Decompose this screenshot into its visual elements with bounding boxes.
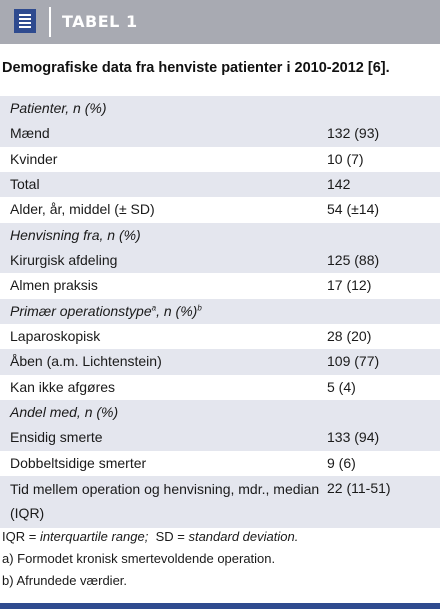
bottom-rule bbox=[0, 603, 440, 609]
row-value: 5 (4) bbox=[327, 378, 356, 395]
table-row bbox=[0, 96, 440, 121]
table-row bbox=[0, 147, 440, 172]
table-title: TABEL 1 bbox=[62, 12, 138, 31]
row-label: Kan ikke afgøres bbox=[10, 378, 116, 395]
row-label bbox=[10, 477, 319, 525]
header-divider bbox=[49, 7, 51, 37]
row-value: 133 (94) bbox=[327, 429, 380, 446]
table-row bbox=[0, 172, 440, 197]
table-row bbox=[0, 121, 440, 146]
table-document-icon bbox=[14, 9, 36, 33]
row-label-line1: Tid mellem operation og henvisning, mdr., median bbox=[10, 481, 320, 498]
row-label: Almen praksis bbox=[10, 277, 98, 294]
table-row bbox=[0, 248, 440, 273]
table-row bbox=[0, 324, 440, 349]
table-row bbox=[0, 476, 440, 528]
table-row bbox=[0, 197, 440, 222]
row-label: Andel med, n (%) bbox=[10, 404, 119, 421]
row-label: Åben (a.m. Lichtenstein) bbox=[10, 353, 162, 370]
table-row bbox=[0, 400, 440, 425]
row-value: 109 (77) bbox=[327, 353, 380, 370]
row-label bbox=[10, 299, 202, 324]
row-value: 22 (11-51) bbox=[327, 480, 391, 497]
sd-abbr: SD = bbox=[155, 529, 189, 544]
footnote-marker-b: b bbox=[197, 303, 202, 313]
table-row bbox=[0, 425, 440, 450]
sd-text: standard deviation. bbox=[188, 529, 299, 544]
row-label: Ensidig smerte bbox=[10, 429, 103, 446]
iqr-abbr: IQR = bbox=[2, 529, 40, 544]
row-label: Kvinder bbox=[10, 150, 58, 167]
row-label-main: Primær operationstype bbox=[10, 302, 152, 319]
row-value: 17 (12) bbox=[327, 277, 372, 294]
row-label: Laparoskopisk bbox=[10, 328, 101, 345]
table-row bbox=[0, 223, 440, 248]
row-value: 28 (20) bbox=[327, 328, 372, 345]
row-value: 9 (6) bbox=[327, 454, 356, 471]
demographics-table bbox=[0, 96, 440, 528]
table-header-bar bbox=[0, 0, 440, 44]
table-row bbox=[0, 299, 440, 324]
footnote-marker-a: a bbox=[151, 303, 157, 313]
table-row bbox=[0, 349, 440, 374]
footnote-b: b) Afrundede værdier. bbox=[2, 573, 128, 588]
footnote-a: a) Formodet kronisk smertevoldende operation. bbox=[2, 551, 276, 566]
row-label: Kirurgisk afdeling bbox=[10, 252, 118, 269]
row-label-line2: (IQR) bbox=[10, 505, 45, 522]
table-row bbox=[0, 273, 440, 298]
table-footnotes bbox=[2, 526, 298, 592]
table-caption: Demografiske data fra henviste patienter i 2010-2012 [6]. bbox=[2, 60, 390, 76]
row-label-tail: , n (%) bbox=[156, 302, 198, 319]
table-row bbox=[0, 451, 440, 476]
row-label: Alder, år, middel (± SD) bbox=[10, 201, 155, 218]
row-label: Dobbeltsidige smerter bbox=[10, 454, 147, 471]
row-label: Patienter, n (%) bbox=[10, 100, 107, 116]
iqr-text: interquartile range; bbox=[39, 529, 149, 544]
row-label: Mænd bbox=[10, 125, 50, 142]
row-value: 10 (7) bbox=[327, 150, 364, 167]
table-row bbox=[0, 375, 440, 400]
row-value: 125 (88) bbox=[327, 252, 380, 269]
row-label: Henvisning fra, n (%) bbox=[10, 226, 141, 243]
row-value: 142 bbox=[327, 176, 351, 193]
abbreviation-note bbox=[2, 526, 298, 548]
row-value: 54 (±14) bbox=[327, 201, 380, 218]
row-value: 132 (93) bbox=[327, 125, 380, 142]
row-label: Total bbox=[10, 176, 40, 193]
